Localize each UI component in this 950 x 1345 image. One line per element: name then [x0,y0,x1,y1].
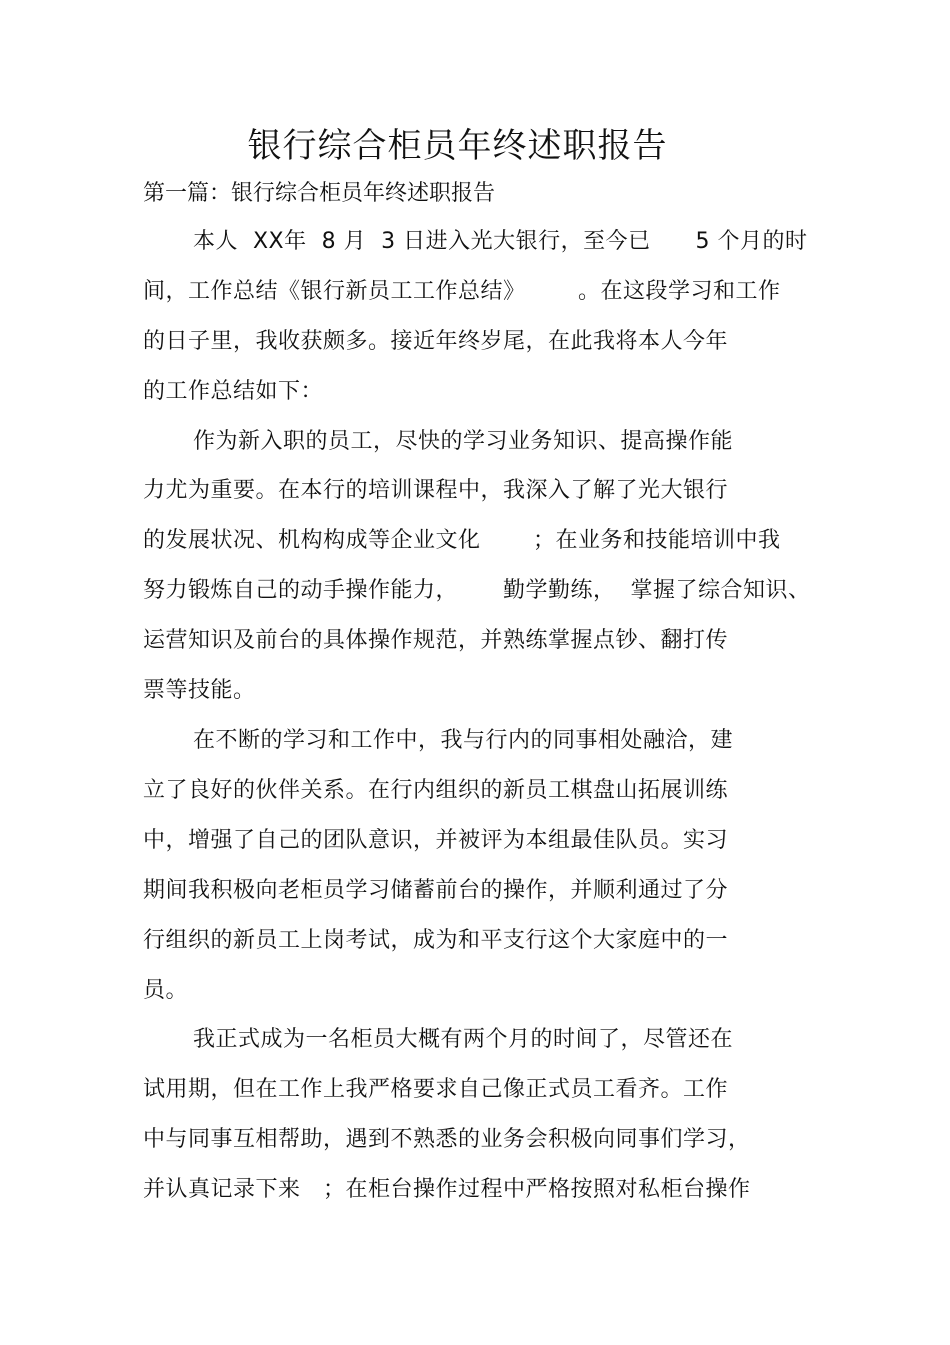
document-subtitle: 第一篇：银行综合柜员年终述职报告 [143,181,496,206]
paragraph-line: 员。 [143,978,189,1003]
paragraph-line: 中与同事互相帮助，遇到不熟悉的业务会积极向同事们学习， [143,1127,751,1152]
paragraph-line: 中，增强了自己的团队意识，并被评为本组最佳队员。实习 [143,828,729,853]
paragraph-line: 间，工作总结《银行新员工工作总结》 。在这段学习和工作 [143,279,781,304]
paragraph-line: 票等技能。 [143,678,256,703]
paragraph-line: 期间我积极向老柜员学习储蓄前台的操作，并顺利通过了分 [143,878,729,903]
paragraph-line: 作为新入职的员工，尽快的学习业务知识、提高操作能 [193,429,734,454]
paragraph-line: 本人 XX年 8 月 3 日进入光大银行，至今已 5 个月的时 [193,229,808,254]
paragraph-line: 立了良好的伙伴关系。在行内组织的新员工棋盘山拓展训练 [143,778,729,803]
paragraph-line: 的发展状况、机构构成等企业文化 ；在业务和技能培训中我 [143,528,781,553]
paragraph-line: 行组织的新员工上岗考试，成为和平支行这个大家庭中的一 [143,928,729,953]
paragraph-line: 的工作总结如下： [143,379,324,404]
paragraph-line: 力尤为重要。在本行的培训课程中，我深入了解了光大银行 [143,478,729,503]
paragraph-line: 的日子里，我收获颇多。接近年终岁尾，在此我将本人今年 [143,329,729,354]
paragraph-line: 并认真记录下来 ；在柜台操作过程中严格按照对私柜台操作 [143,1177,751,1202]
paragraph-line: 努力锻炼自己的动手操作能力， 勤学勤练， 掌握了综合知识、 [143,578,811,603]
paragraph-line: 试用期，但在工作上我严格要求自己像正式员工看齐。工作 [143,1077,729,1102]
document-title: 银行综合柜员年终述职报告 [247,126,668,166]
paragraph-line: 在不断的学习和工作中，我与行内的同事相处融洽，建 [193,728,734,753]
paragraph-line: 运营知识及前台的具体操作规范，并熟练掌握点钞、翻打传 [143,628,729,653]
paragraph-line: 我正式成为一名柜员大概有两个月的时间了，尽管还在 [193,1027,734,1052]
